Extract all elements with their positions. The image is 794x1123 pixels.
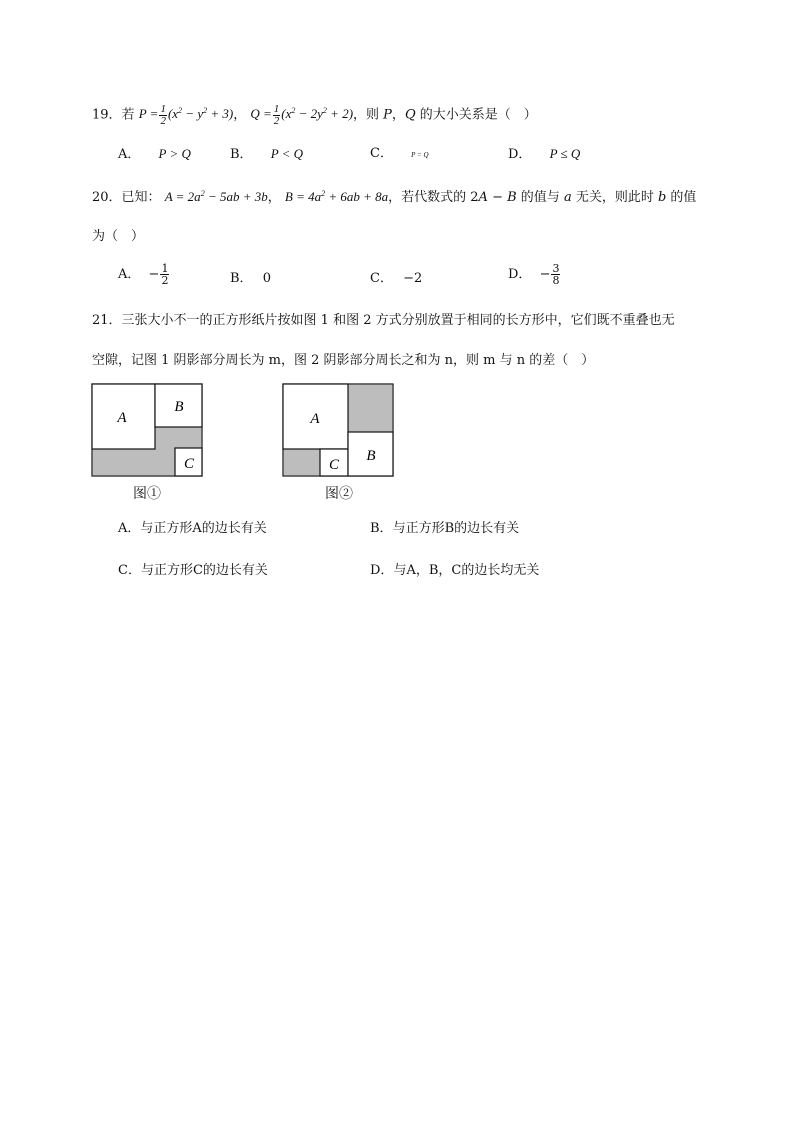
q19-tail: ，则 P，Q 的大小关系是（ ） bbox=[353, 107, 537, 123]
q20-option-a[interactable] bbox=[118, 263, 170, 286]
option-label: C． bbox=[370, 271, 393, 286]
fig2-label-c: C bbox=[328, 457, 340, 473]
q19-number: 19． bbox=[92, 107, 122, 123]
fig2-label-a: A bbox=[310, 411, 320, 427]
q20-option-d[interactable] bbox=[508, 263, 561, 286]
option-label: A． bbox=[118, 521, 141, 536]
option-label: D． bbox=[508, 147, 532, 162]
fig2-label-b: B bbox=[366, 448, 376, 464]
option-label: B． bbox=[230, 147, 253, 162]
q20-stem: 20．已知： $A = 2a^2 - 5ab + 3b$， $B = 4a^2 + 6ab + 8a$，若代数式的 2A − B 的值与 a 无关，则此时 b 的值 bbox=[92, 189, 697, 205]
fig2-caption: 图② bbox=[325, 486, 353, 502]
figure-2 bbox=[282, 383, 396, 479]
option-text: P < Q bbox=[270, 146, 304, 161]
fig2-shaded-top bbox=[348, 384, 393, 432]
q21-text-line1: 三张大小不一的正方形纸片按如图 1 和图 2 方式分别放置于相同的长方形中，它们既不重叠也无 bbox=[121, 313, 675, 328]
q21-option-b[interactable] bbox=[370, 522, 519, 535]
q19-option-a[interactable] bbox=[118, 147, 191, 161]
figure-1 bbox=[91, 383, 205, 479]
option-label: D． bbox=[508, 267, 532, 282]
option-text: 0 bbox=[262, 271, 271, 286]
fig1-label-c: C bbox=[183, 456, 195, 472]
option-label: B． bbox=[370, 521, 393, 536]
option-label: A． bbox=[118, 147, 141, 162]
fig2-shaded-bottom bbox=[283, 449, 320, 476]
q21-option-a[interactable] bbox=[118, 522, 267, 535]
option-label: D． bbox=[370, 563, 394, 578]
q19-P-expression: P = $\frac{1}{2}$ $(x^2 - y^2 + 3)$ bbox=[138, 103, 234, 127]
option-text: − $\frac{3}{8}$ bbox=[539, 262, 560, 287]
q20-stem-line2: 为（ ） bbox=[92, 229, 145, 244]
q21-stem-line2: 空隙，记图 1 阴影部分周长为 m，图 2 阴影部分周长之和为 n，则 m 与 n 的差（ ） bbox=[92, 353, 595, 368]
q20-option-b[interactable] bbox=[230, 272, 271, 285]
q21-number: 21． bbox=[92, 313, 122, 328]
q20-B-expression: $B = 4a^2 + 6ab + 8a$ bbox=[284, 189, 389, 204]
q19-option-d[interactable] bbox=[508, 147, 580, 161]
fig1-caption: 图① bbox=[133, 486, 161, 502]
q19-stem: 19．若 P = $\frac{1}{2}$ $(x^2 - y^2 + 3)$， Q = $\frac{1}{2}$ $(x^2 - 2y^2 + 2)$，则 P，Q 的大小关系是（ ） bbox=[92, 103, 537, 127]
option-text: P > Q bbox=[158, 146, 191, 161]
q21-option-d[interactable] bbox=[370, 564, 539, 577]
option-text: − $\frac{1}{2}$ bbox=[148, 262, 169, 287]
q20-intro: 已知： bbox=[121, 190, 161, 205]
option-label: A． bbox=[118, 267, 141, 282]
q20-number: 20． bbox=[92, 190, 122, 205]
option-text: 与A，B，C的边长均无关 bbox=[393, 563, 540, 578]
q21-option-c[interactable] bbox=[118, 564, 268, 577]
q19-Q-expression: Q = $\frac{1}{2}$ $(x^2 - 2y^2 + 2)$ bbox=[250, 103, 354, 127]
option-text: 与正方形C的边长有关 bbox=[140, 563, 268, 578]
q21-stem-line1 bbox=[92, 314, 675, 327]
q19-if: 若 bbox=[121, 107, 135, 123]
option-text: −2 bbox=[403, 271, 423, 286]
q20-option-c[interactable] bbox=[370, 272, 422, 285]
option-text: P ≤ Q bbox=[549, 146, 581, 161]
option-text: 与正方形B的边长有关 bbox=[392, 521, 520, 536]
option-label: B． bbox=[230, 271, 253, 286]
option-label: C． bbox=[118, 563, 141, 578]
q20-tail: ，若代数式的 2A − B 的值与 a 无关，则此时 b 的值 bbox=[388, 190, 697, 205]
q19-option-b[interactable] bbox=[230, 147, 303, 161]
fig1-label-a: A bbox=[117, 410, 127, 426]
q20-A-expression: $A = 2a^2 - 5ab + 3b$ bbox=[164, 189, 268, 204]
option-label: C． bbox=[370, 146, 393, 161]
option-text: 与正方形A的边长有关 bbox=[140, 521, 267, 536]
option-text: P = Q bbox=[411, 151, 429, 159]
fig1-label-b: B bbox=[174, 399, 184, 415]
q19-option-c[interactable] bbox=[370, 147, 429, 160]
